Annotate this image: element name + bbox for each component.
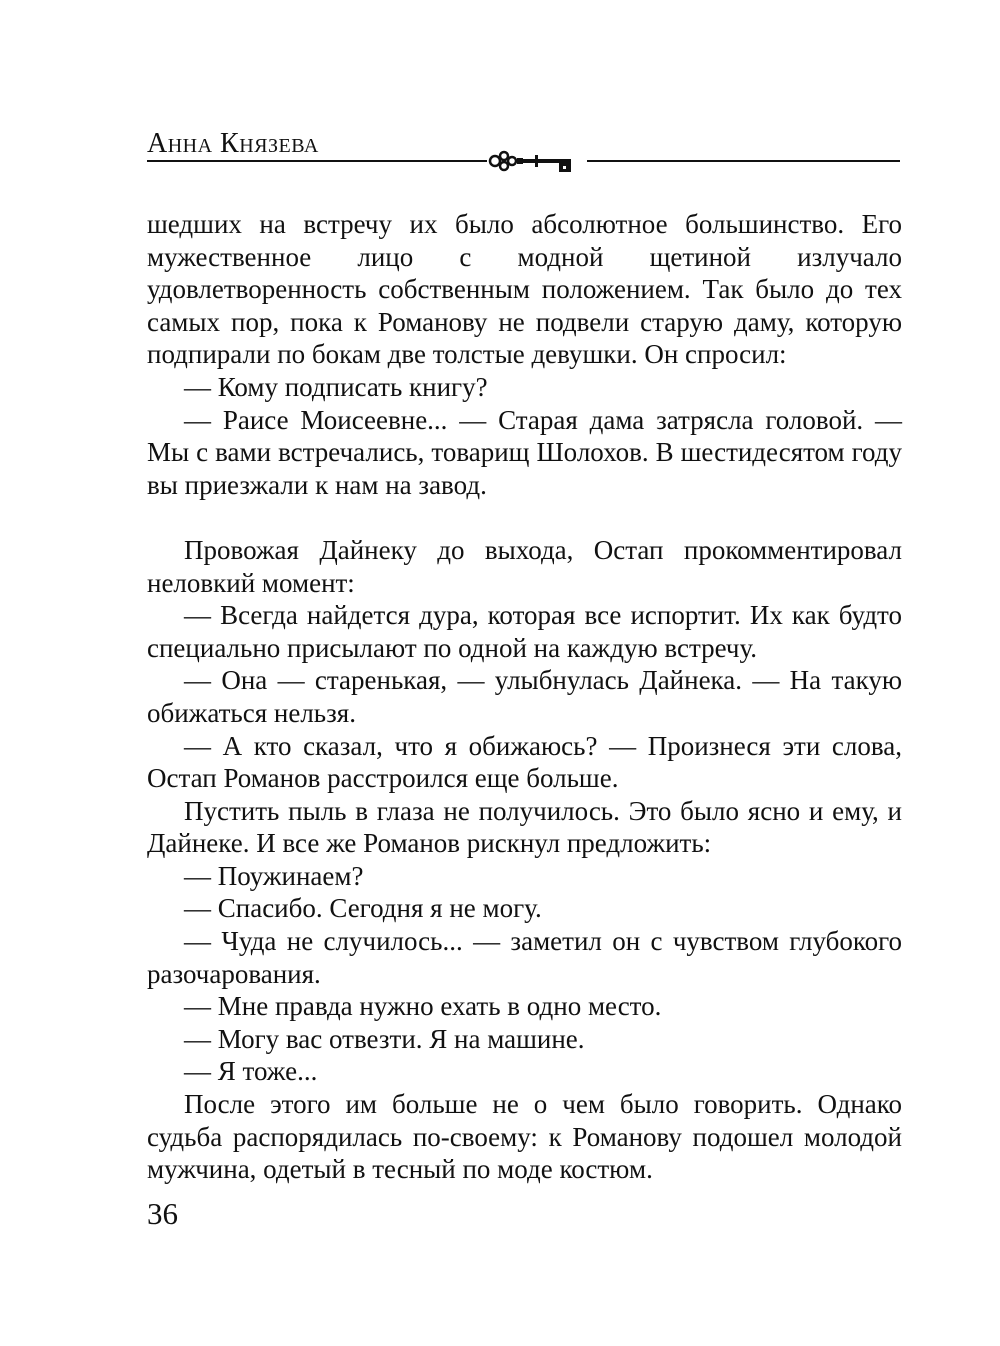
page-number: 36: [147, 1196, 178, 1231]
body-text: [147, 208, 902, 1186]
paragraph: шедших на встречу их было абсолютное большинство. Его мужественное лицо с модной щетиной излучало удовлетворенность собственным положением. Так было до тех самых пор, пока к Романову не подвели старую даму, которую подпирали по бокам две толстые девушки. Он спросил:: [147, 209, 902, 370]
key-icon: [487, 146, 587, 176]
dialogue-line: — Я тоже...: [184, 1056, 318, 1087]
dialogue-line: — Она — старенькая, — улыбнулась Дайнека. — На такую обижаться нельзя.: [147, 665, 902, 728]
author-name: Анна Князева: [147, 128, 319, 159]
dialogue-line: — Мне правда нужно ехать в одно место.: [184, 991, 662, 1022]
dialogue-line: — Спасибо. Сегодня я не могу.: [184, 893, 542, 924]
paragraph: После этого им больше не о чем было говорить. Однако судьба распорядилась по-своему: к Романову подошел молодой мужчина, одетый в тесный по моде костюм.: [147, 1089, 902, 1185]
dialogue-line: — А кто сказал, что я обижаюсь? — Произнеся эти слова, Остап Романов расстроился еще больше.: [147, 730, 902, 794]
dialogue-line: — Всегда найдется дура, которая все испортит. Их как будто специально присылают по одной на каждую встречу.: [147, 600, 902, 663]
dialogue-line: — Раисе Моисеевне... — Старая дама затрясла головой. — Мы с вами встречались, товарищ Шолохов. В шестидесятом году вы приезжали к нам на завод.: [147, 404, 902, 500]
dialogue-line: — Могу вас отвезти. Я на машине.: [184, 1023, 585, 1054]
dialogue-line: — Поужинаем?: [184, 860, 364, 891]
running-head: [147, 118, 907, 188]
paragraph: Провожая Дайнеку до выхода, Остап прокомментировал неловкий момент:: [147, 534, 902, 598]
dialogue-line: — Чуда не случилось... — заметил он с чувством глубокого разочарования.: [147, 926, 902, 989]
dialogue-line: — Кому подписать книгу?: [184, 371, 488, 402]
paragraph: Пустить пыль в глаза не получилось. Это было ясно и ему, и Дайнеке. И все же Романов рискнул предложить:: [147, 795, 902, 859]
